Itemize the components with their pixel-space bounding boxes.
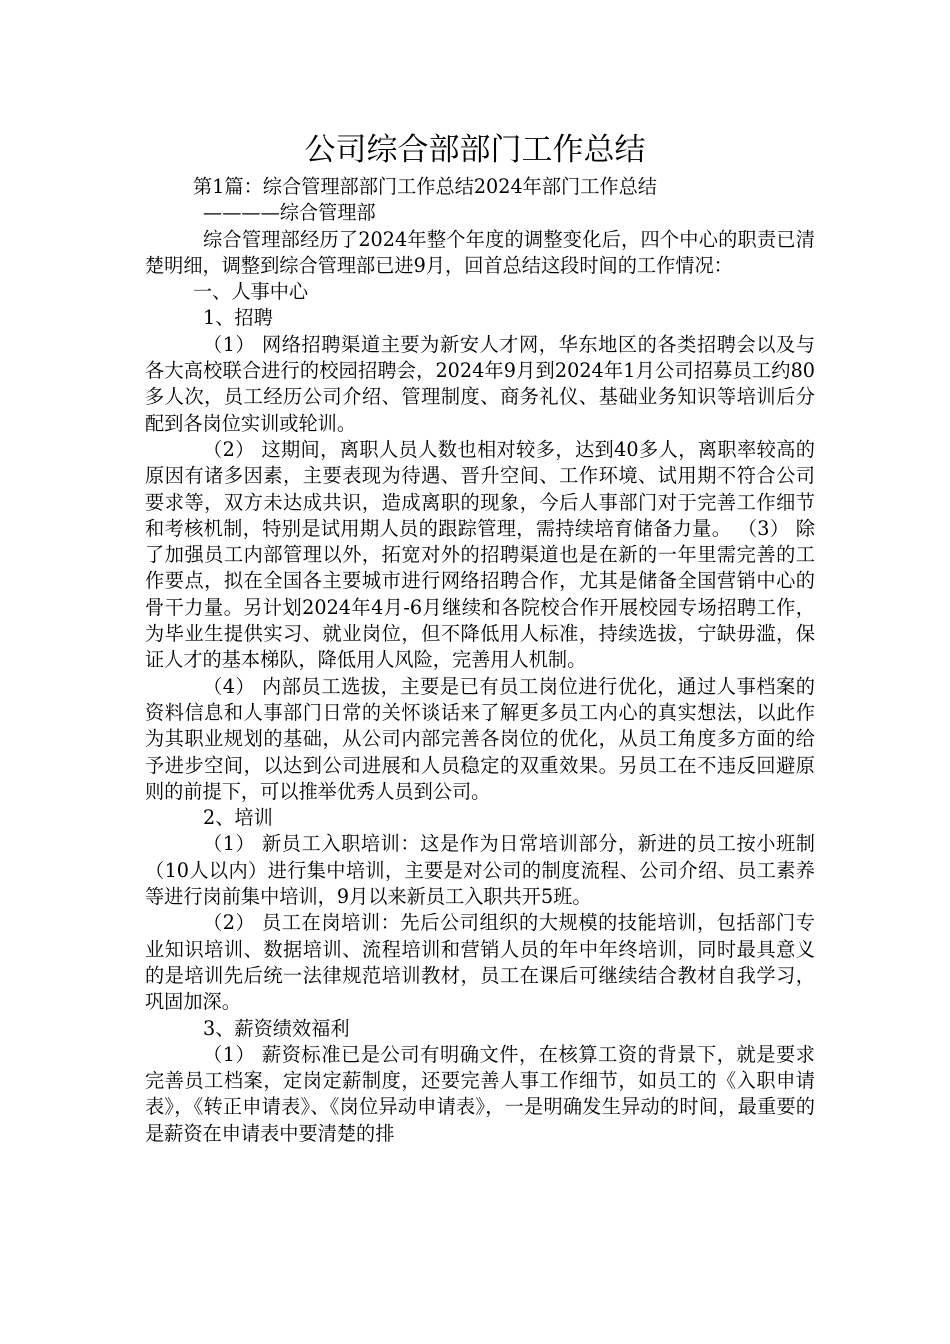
document-body (145, 174, 815, 1147)
paragraph-training-2: （2） 员工在岗培训：先后公司组织的大规模的技能培训，包括部门专业知识培训、数据培训、流程培训和营销人员的年中年终培训，同时最具意义的是培训先后统一法律规范培训教材，员工在课后可继续结合教材自我学习，巩固加深。 (145, 911, 815, 1014)
paragraph-recruitment-4: （4） 内部员工选拔，主要是已有员工岗位进行优化，通过人事档案的资料信息和人事部门日常的关怀谈话来了解更多员工内心的真实想法，以此作为其职业规划的基础，从公司内部完善各岗位的优化，从员工角度多方面的给予进步空间，以达到公司进展和人员稳定的双重效果。另员工在不违反回避原则的前提下，可以推举优秀人员到公司。 (145, 674, 815, 803)
heading-training: 2、培训 (203, 806, 273, 830)
paragraph-salary-1: （1） 薪资标准已是公司有明确文件，在核算工资的背景下，就是要求完善员工档案，定岗定薪制度，还要完善人事工作细节，如员工的《入职申请表》，《转正申请表》、《岗位异动申请表》，一是明确发生异动的时间，最重要的是薪资在申请表中要清楚的排 (145, 1042, 815, 1145)
intro-paragraph: 综合管理部经历了2024年整个年度的调整变化后，四个中心的职责已清楚明细，调整到综合管理部已进9月，回首总结这段时间的工作情况： (145, 227, 815, 277)
document-title: 公司综合部部门工作总结 (304, 132, 646, 168)
heading-salary-benefits: 3、薪资绩效福利 (203, 1016, 350, 1040)
paragraph-training-1: （1） 新员工入职培训：这是作为日常培训部分，新进的员工按小班制（10人以内）进行集中培训，主要是对公司的制度流程、公司介绍、员工素养等进行岗前集中培训，9月以来新员工入职共开5班。 (145, 832, 815, 909)
section-heading: 第1篇：综合管理部部门工作总结2024年部门工作总结 (193, 175, 657, 198)
heading-personnel-center: 一、人事中心 (193, 280, 309, 304)
paragraph-recruitment-1: （1） 网络招聘渠道主要为新安人才网，华东地区的各类招聘会以及与各大高校联合进行的校园招聘会，2024年9月到2024年1月公司招募员工约80多人次，员工经历公司介绍、管理制度、商务礼仪、基础业务知识等培训后分配到各岗位实训或轮训。 (145, 332, 815, 435)
department-signature: ————综合管理部 (203, 201, 376, 225)
paragraph-recruitment-2-3: （2） 这期间，离职人员人数也相对较多，达到40多人，离职率较高的原因有诸多因素，主要表现为待遇、晋升空间、工作环境、试用期不符合公司要求等，双方未达成共识，造成离职的现象，今后人事部门对于完善工作细节和考核机制，特别是试用期人员的跟踪管理，需持续培育储备力量。 （3） 除了加强员工内部管理以外，拓宽对外的招聘渠道也是在新的一年里需完善的工作要点，拟在全国各主要城市进行网络招聘合作，尤其是储备全国营销中心的骨干力量。另计划2024年4月-6月继续和各院校合作开展校园专场招聘工作，为毕业生提供实习、就业岗位，但不降低用人标准，持续选拔，宁缺毋滥，保证人才的基本梯队，降低用人风险，完善用人机制。 (145, 437, 815, 672)
heading-recruitment: 1、招聘 (203, 306, 273, 330)
